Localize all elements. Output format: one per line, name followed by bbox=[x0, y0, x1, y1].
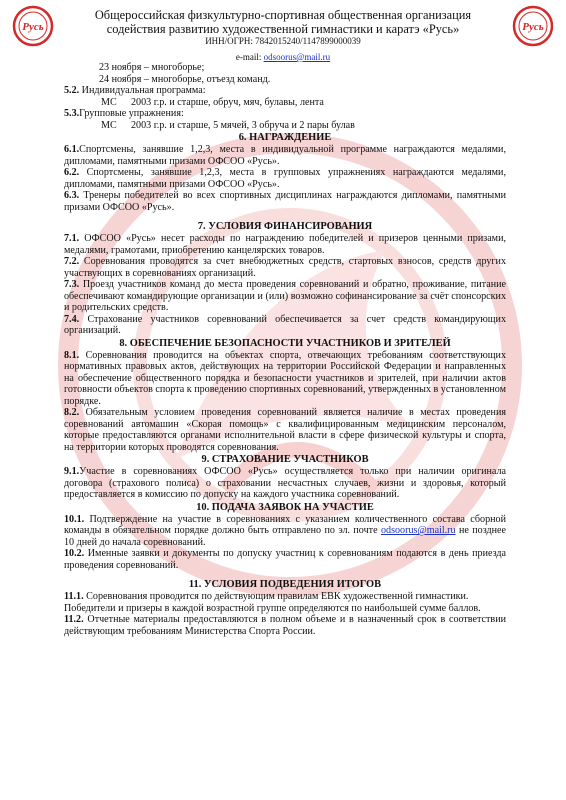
letterhead bbox=[60, 8, 506, 46]
section-heading-10: 10. ПОДАЧА ЗАЯВОК НА УЧАСТИЕ bbox=[196, 501, 374, 513]
svg-text:Русь: Русь bbox=[22, 21, 44, 33]
schedule-line: 23 ноября – многоборье; bbox=[99, 62, 205, 73]
org-logo-icon bbox=[512, 5, 554, 47]
clause-10-2: 10.2. Именные заявки и документы по допуску участниц к соревнованиям подаются в день приезда проведения соревнований. bbox=[64, 548, 506, 571]
org-logo-icon bbox=[12, 5, 54, 47]
clause-6-1: 6.1.Спортсмены, занявшие 1,2,3, места в индивидуальной программе награждаются медалями, дипломами, памятными призами ОФСОО «Русь». bbox=[64, 144, 506, 167]
program-detail: 2003 г.р. и старше, 5 мячей, 3 обруча и 2 пары булав bbox=[131, 119, 355, 131]
clause-7-1: 7.1. ОФСОО «Русь» несет расходы по награждению победителей и призеров ценными призами, медалями, грамотами, приобретению канцелярских товаров. bbox=[64, 233, 506, 256]
document-body bbox=[64, 62, 506, 637]
program-individual bbox=[64, 97, 506, 109]
clause-7-4: 7.4. Страхование участников соревнований обеспечивается за счет средств командирующих организаций. bbox=[64, 313, 506, 336]
section-heading-6: 6. НАГРАЖДЕНИЕ bbox=[238, 132, 332, 143]
header-email-line bbox=[60, 52, 506, 62]
level: МС bbox=[101, 96, 117, 108]
clause-6-2: 6.2. Спортсмены, занявшие 1,2,3, места в групповых упражнениях награждаются медалями, дипломами, памятными призами ОФСОО «Русь». bbox=[64, 167, 506, 190]
clause-11-1-cont: Победители и призеры в каждой возрастной группе определяются по наибольшей сумме баллов. bbox=[64, 602, 481, 614]
org-name-line2: содействия развитию художественной гимнастики и каратэ «Русь» bbox=[106, 22, 460, 36]
clause-5-2: 5.2. Индивидуальная программа: bbox=[64, 85, 206, 96]
program-group bbox=[64, 120, 506, 132]
clause-8-1: 8.1. Соревнования проводится на объектах спорта, отвечающих требованиям соответствующих нормативных правовых актов, действующих на территории Российской Федерации и направленных на обеспечение общественного порядка и безопасности участников и зрителей, при наличии актов готовности объектов спорта к проведению спортивных соревнований, утвержденных в установленном порядке. bbox=[64, 349, 506, 407]
clause-9-1: 9.1.Участие в соревнованиях ОФСОО «Русь» осуществляется только при наличии оригинала договора (страхового полиса) о страховании несчастных случаев, жизни и здоровья, который предоставляется в комиссию по допуску на каждого участника соревнований. bbox=[64, 466, 506, 500]
clause-7-2: 7.2. Соревнования проводятся за счет внебюджетных средств, стартовых взносов, средств других участвующих в соревнованиях организаций. bbox=[64, 256, 506, 279]
section-heading-9: 9. СТРАХОВАНИЕ УЧАСТНИКОВ bbox=[201, 454, 369, 465]
clause-11-2: 11.2. Отчетные материалы предоставляются в полном объеме и в назначенный срок в соответствии действующим требованиям Министерства Спорта России. bbox=[64, 614, 506, 637]
header-email-link[interactable]: odsoorus@mail.ru bbox=[263, 52, 331, 62]
section-heading-8: 8. ОБЕСПЕЧЕНИЕ БЕЗОПАСНОСТИ УЧАСТНИКОВ И ЗРИТЕЛЕЙ bbox=[119, 337, 451, 349]
level: МС bbox=[101, 119, 117, 131]
clause-10-1: 10.1. Подтверждение на участие в соревнованиях с указанием количественного состава сборной команды в обязательном порядке должно быть отправлено по эл. почте odsoorus@mail.ru не позднее 10 дней до начала соревнований. bbox=[64, 513, 507, 548]
email-label: e-mail: bbox=[235, 52, 262, 62]
clause-6-3: 6.3. Тренеры победителей во всех спортивных дисциплинах награждаются дипломами, памятными призами ОФСОО «Русь». bbox=[64, 190, 507, 213]
section-heading-11: 11. УСЛОВИЯ ПОДВЕДЕНИЯ ИТОГОВ bbox=[188, 579, 382, 590]
inn-ogrn: ИНН/ОГРН: 7842015240/1147899000039 bbox=[205, 36, 361, 46]
clause-7-3: 7.3. Проезд участников команд до места проведения соревнований и обратно, проживание, питание обеспечивают командирующие организации и (или) возможно софинансирование за счёт спонсорских и родительских средств. bbox=[64, 279, 506, 313]
org-name-line1: Общероссийская физкультурно-спортивная общественная организация bbox=[94, 8, 472, 22]
clause-8-2: 8.2. Обязательным условием проведения соревнований является наличие в местах проведения соревнований автомашин «Скорая помощь» с квалифицированным медицинским персоналом, которые предоставляются органами исполнительной власти в сфере физической культуры и спорта, на территории которых проводятся соревнования. bbox=[64, 407, 507, 453]
email-link[interactable]: odsoorus@mail.ru bbox=[380, 525, 456, 536]
clause-11-1: 11.1. Соревнования проводится по действующим правилам ЕВК художественной гимнастики. bbox=[64, 591, 469, 602]
clause-5-3: 5.3.Групповые упражнения: bbox=[64, 108, 184, 119]
svg-text:Русь: Русь bbox=[522, 21, 544, 33]
program-detail: 2003 г.р. и старше, обруч, мяч, булавы, лента bbox=[131, 96, 324, 108]
section-heading-7: 7. УСЛОВИЯ ФИНАНСИРОВАНИЯ bbox=[197, 221, 373, 232]
schedule-line: 24 ноября – многоборье, отъезд команд. bbox=[99, 73, 271, 85]
